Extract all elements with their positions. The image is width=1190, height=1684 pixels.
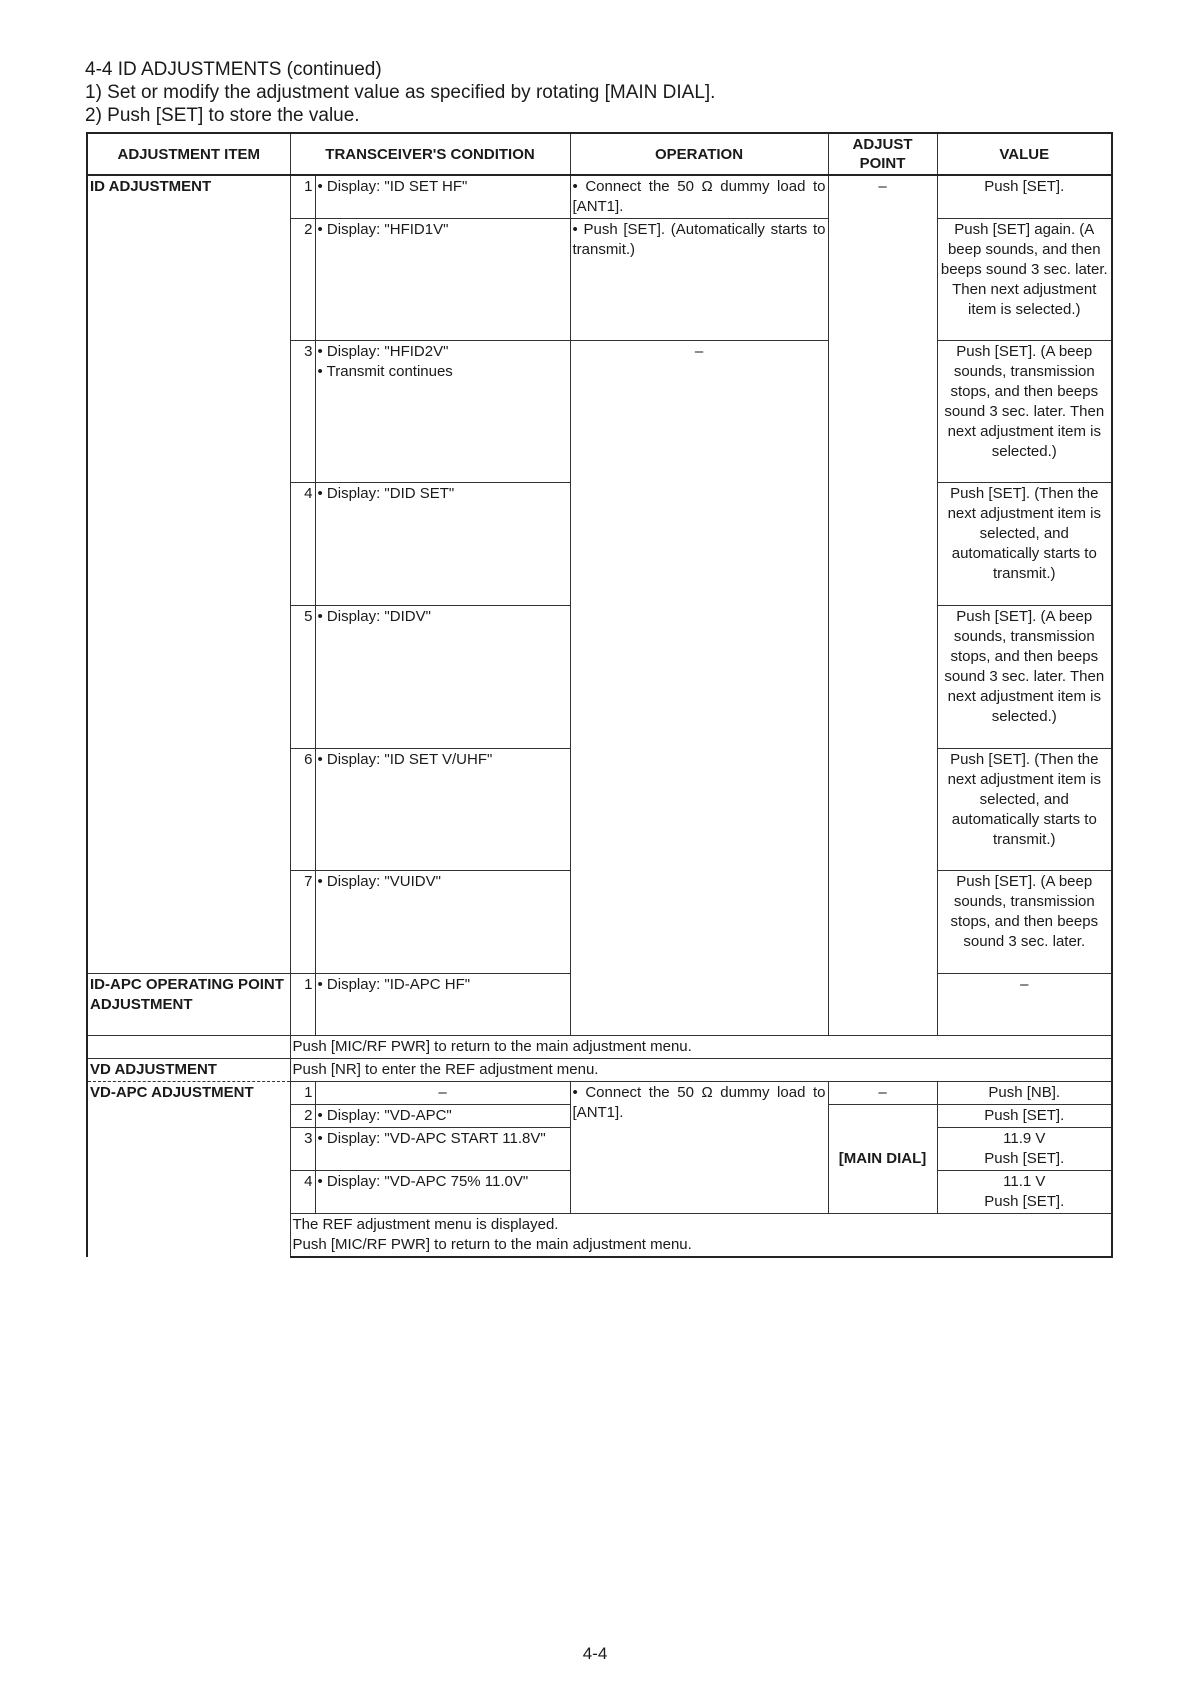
- col-header-operation: OPERATION: [570, 133, 828, 175]
- note: Push [MIC/RF PWR] to return to the main adjustment menu.: [290, 1036, 1112, 1059]
- step-number: 1: [290, 1082, 315, 1105]
- step-number: 6: [290, 749, 315, 871]
- condition: • Display: "VUIDV": [315, 871, 570, 974]
- note-line: The REF adjustment menu is displayed.: [292, 1216, 559, 1233]
- value: Push [SET]. (Then the next adjustment item is selected, and automatically starts to transmit.): [937, 483, 1112, 606]
- condition: • Display: "DID SET": [315, 483, 570, 606]
- value-line: Push [SET].: [984, 1150, 1065, 1167]
- operation: –: [570, 341, 828, 1036]
- condition-line: • Transmit continues: [317, 363, 453, 380]
- value: Push [SET].: [937, 1105, 1112, 1128]
- value: –: [937, 974, 1112, 1036]
- condition: • Display: "ID SET HF": [315, 175, 570, 219]
- condition: • Display: "DIDV": [315, 606, 570, 749]
- condition: • Display: "ID-APC HF": [315, 974, 570, 1036]
- intro: [85, 58, 1105, 127]
- value: [937, 1128, 1112, 1171]
- value: Push [SET]. (A beep sounds, transmission stops, and then beeps sound 3 sec. later. Then next adjustment item is selected.): [937, 341, 1112, 483]
- value: Push [SET].: [937, 175, 1112, 219]
- condition: • Display: "HFID1V": [315, 219, 570, 341]
- step-number: 3: [290, 341, 315, 483]
- condition: • Display: "VD-APC 75% 11.0V": [315, 1171, 570, 1214]
- col-header-adjust-point: ADJUST POINT: [828, 133, 937, 175]
- item-id-apc: ID-APC OPERATING POINT ADJUSTMENT: [87, 974, 290, 1036]
- step-number: 5: [290, 606, 315, 749]
- note: Push [NR] to enter the REF adjustment menu.: [290, 1059, 1112, 1082]
- col-header-value: VALUE: [937, 133, 1112, 175]
- table-row: [87, 1059, 1112, 1082]
- note-line: Push [MIC/RF PWR] to return to the main adjustment menu.: [292, 1236, 692, 1253]
- value: Push [SET]. (A beep sounds, transmission stops, and then beeps sound 3 sec. later.: [937, 871, 1112, 974]
- value-line: 11.1 V: [1003, 1173, 1046, 1190]
- instruction-2: 2) Push [SET] to store the value.: [85, 105, 360, 126]
- condition: [315, 341, 570, 483]
- table-row: [87, 1036, 1112, 1059]
- item-id-adjustment: ID ADJUSTMENT: [87, 175, 290, 974]
- col-header-item: ADJUSTMENT ITEM: [87, 133, 290, 175]
- condition: • Display: "VD-APC START 11.8V": [315, 1128, 570, 1171]
- value-line: Push [SET].: [984, 1193, 1065, 1210]
- step-number: 4: [290, 483, 315, 606]
- operation: • Connect the 50 Ω dummy load to [ANT1].: [570, 175, 828, 219]
- header-row: [87, 133, 1112, 175]
- col-header-condition: TRANSCEIVER'S CONDITION: [290, 133, 570, 175]
- table-row: [87, 1082, 1112, 1105]
- step-number: 2: [290, 219, 315, 341]
- table-row: [87, 175, 1112, 219]
- value: Push [SET]. (A beep sounds, transmission stops, and then beeps sound 3 sec. later. Then next adjustment item is selected.): [937, 606, 1112, 749]
- step-number: 1: [290, 175, 315, 219]
- step-number: 2: [290, 1105, 315, 1128]
- operation: • Connect the 50 Ω dummy load to [ANT1].: [570, 1082, 828, 1214]
- value: Push [SET] again. (A beep sounds, and then beeps sound 3 sec. later. Then next adjustment item is selected.): [937, 219, 1112, 341]
- step-number: 1: [290, 974, 315, 1036]
- condition: • Display: "VD-APC": [315, 1105, 570, 1128]
- instruction-1: 1) Set or modify the adjustment value as specified by rotating [MAIN DIAL].: [85, 82, 716, 103]
- item-vd-apc: VD-APC ADJUSTMENT: [87, 1082, 290, 1258]
- step-number: 7: [290, 871, 315, 974]
- adjustment-table: [86, 132, 1111, 1258]
- value: [937, 1171, 1112, 1214]
- step-number: 4: [290, 1171, 315, 1214]
- item-spacer: [87, 1036, 290, 1059]
- condition-line: • Display: "HFID2V": [317, 343, 449, 360]
- value: Push [SET]. (Then the next adjustment item is selected, and automatically starts to transmit.): [937, 749, 1112, 871]
- condition: –: [315, 1082, 570, 1105]
- section-title: 4-4 ID ADJUSTMENTS (continued): [85, 59, 382, 80]
- page-number: 4-4: [582, 1644, 608, 1663]
- value: Push [NB].: [937, 1082, 1112, 1105]
- adjust-point: [MAIN DIAL]: [828, 1105, 937, 1214]
- value-line: 11.9 V: [1003, 1130, 1046, 1147]
- item-vd-adjustment: VD ADJUSTMENT: [87, 1059, 290, 1082]
- adjust-point: –: [828, 175, 937, 1036]
- step-number: 3: [290, 1128, 315, 1171]
- operation: • Push [SET]. (Automatically starts to transmit.): [570, 219, 828, 341]
- note: [290, 1214, 1112, 1258]
- adjust-point: –: [828, 1082, 937, 1105]
- condition: • Display: "ID SET V/UHF": [315, 749, 570, 871]
